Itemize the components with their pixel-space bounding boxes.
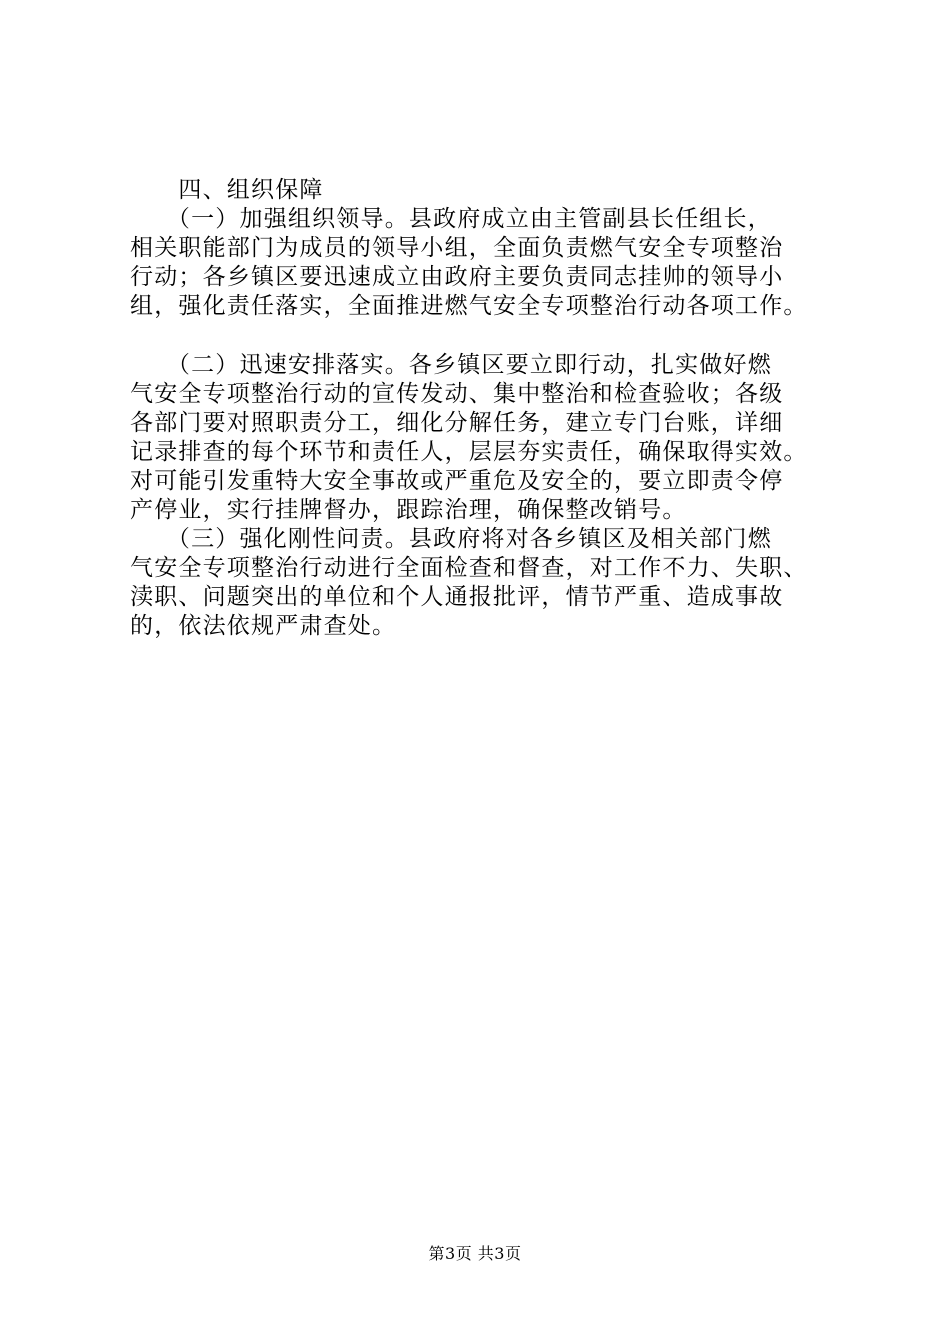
document-body bbox=[130, 176, 850, 641]
page-number-footer: 第3页 共3页 bbox=[428, 1244, 522, 1263]
paragraph-line: 气安全专项整治行动的宣传发动、集中整治和检查验收；各级 bbox=[130, 381, 784, 407]
paragraph-line: （二）迅速安排落实。各乡镇区要立即行动，扎实做好燃 bbox=[130, 352, 772, 378]
paragraph-line: 气安全专项整治行动进行全面检查和督查，对工作不力、失职、 bbox=[130, 555, 808, 581]
paragraph-line: （一）加强组织领导。县政府成立由主管副县长任组长， bbox=[130, 206, 772, 232]
paragraph-line: 产停业，实行挂牌督办，跟踪治理，确保整改销号。 bbox=[130, 497, 687, 523]
paragraph-line: 对可能引发重特大安全事故或严重危及安全的，要立即责令停 bbox=[130, 468, 784, 494]
paragraph-line: 相关职能部门为成员的领导小组，全面负责燃气安全专项整治 bbox=[130, 235, 784, 261]
section-heading: 四、组织保障 bbox=[130, 177, 324, 203]
paragraph-line: 渎职、问题突出的单位和个人通报批评，情节严重、造成事故 bbox=[130, 584, 784, 610]
paragraph-line: 各部门要对照职责分工，细化分解任务，建立专门台账，详细 bbox=[130, 410, 784, 436]
paragraph-line: 的，依法依规严肃查处。 bbox=[130, 613, 397, 639]
paragraph-spacer bbox=[130, 321, 850, 351]
paragraph-line: 记录排查的每个环节和责任人，层层夯实责任，确保取得实效。 bbox=[130, 439, 808, 465]
paragraph-line: （三）强化刚性问责。县政府将对各乡镇区及相关部门燃 bbox=[130, 526, 772, 552]
paragraph-line: 组，强化责任落实，全面推进燃气安全专项整治行动各项工作。 bbox=[130, 293, 808, 319]
paragraph-line: 行动；各乡镇区要迅速成立由政府主要负责同志挂帅的领导小 bbox=[130, 264, 784, 290]
